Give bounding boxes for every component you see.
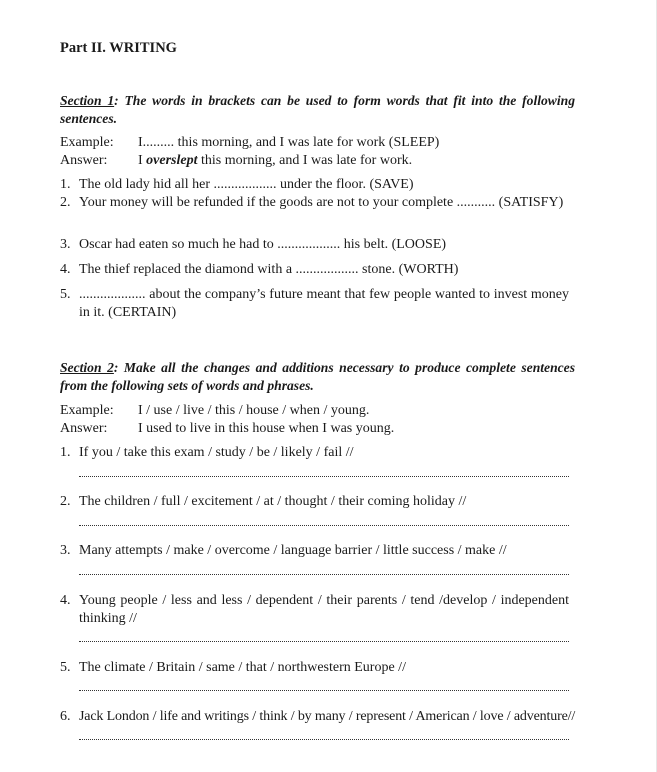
- s2-item-3-number: 3.: [60, 543, 71, 558]
- answer-post: this morning, and I was late for work.: [197, 153, 413, 168]
- answer-keyword: overslept: [146, 153, 198, 168]
- s1-item-2-number: 2.: [60, 195, 71, 210]
- s2-item-4-answer-line[interactable]: [79, 639, 569, 642]
- s2-item-4-text: Young people / less and less / dependent / their parents / tend /develop / independent thinking //: [79, 593, 569, 626]
- s2-item-5-text: The climate / Britain / same / that / northwestern Europe //: [79, 660, 406, 675]
- s2-item-1-text: If you / take this exam / study / be / likely / fail //: [79, 445, 354, 460]
- s1-item-4-text: The thief replaced the diamond with a .................. stone. (WORTH): [79, 262, 459, 277]
- s1-item-5-text: ................... about the company’s future meant that few people wanted to invest money in it. (CERTAIN): [79, 287, 569, 320]
- s1-item-1-number: 1.: [60, 177, 71, 192]
- s1-item-2-text: Your money will be refunded if the goods are not to your complete ........... (SATISFY): [79, 195, 564, 210]
- s2-item-3-text: Many attempts / make / overcome / language barrier / little success / make //: [79, 543, 507, 558]
- section1-answer-text: [138, 152, 412, 170]
- section1-example-label: Example:: [60, 135, 114, 150]
- s1-item-4-number: 4.: [60, 262, 71, 277]
- s1-item-5-number: 5.: [60, 287, 71, 302]
- section1-example-text: I......... this morning, and I was late for work (SLEEP): [138, 135, 440, 150]
- section1-instruction: : The words in brackets can be used to form words that fit into the following sentences.: [60, 93, 575, 126]
- section2-answer-text: I used to live in this house when I was young.: [138, 421, 395, 436]
- section1-label: Section 1: [60, 93, 115, 108]
- s1-item-1-text: The old lady hid all her .................. under the floor. (SAVE): [79, 177, 414, 192]
- section2-example-label: Example:: [60, 403, 114, 418]
- s2-item-6-answer-line[interactable]: [79, 737, 569, 740]
- s2-item-2-number: 2.: [60, 494, 71, 509]
- answer-pre: I: [138, 153, 147, 168]
- s2-item-5-answer-line[interactable]: [79, 688, 569, 691]
- section2-answer-label: Answer:: [60, 421, 108, 436]
- s2-item-6-number: 6.: [60, 709, 71, 724]
- s2-item-4-number: 4.: [60, 593, 71, 608]
- section2-instruction: : Make all the changes and additions necessary to produce complete sentences from the following sets of words and phrases.: [60, 360, 575, 393]
- section1-heading: [60, 92, 575, 128]
- s2-item-1-number: 1.: [60, 445, 71, 460]
- s1-item-3-text: Oscar had eaten so much he had to .................. his belt. (LOOSE): [79, 237, 447, 252]
- section2-label: Section 2: [60, 360, 114, 375]
- part-title: Part II. WRITING: [60, 40, 177, 56]
- section1-answer-label: Answer:: [60, 153, 108, 168]
- s2-item-3-answer-line[interactable]: [79, 572, 569, 575]
- s2-item-5-number: 5.: [60, 660, 71, 675]
- s1-item-3-number: 3.: [60, 237, 71, 252]
- s2-item-1-answer-line[interactable]: [79, 474, 569, 477]
- section2-example-text: I / use / live / this / house / when / young.: [138, 403, 370, 418]
- s2-item-2-answer-line[interactable]: [79, 523, 569, 526]
- s2-item-6-text: Jack London / life and writings / think / by many / represent / American / love / adventure//: [79, 709, 576, 724]
- section2-heading: [60, 359, 575, 395]
- s2-item-2-text: The children / full / excitement / at / thought / their coming holiday //: [79, 494, 467, 509]
